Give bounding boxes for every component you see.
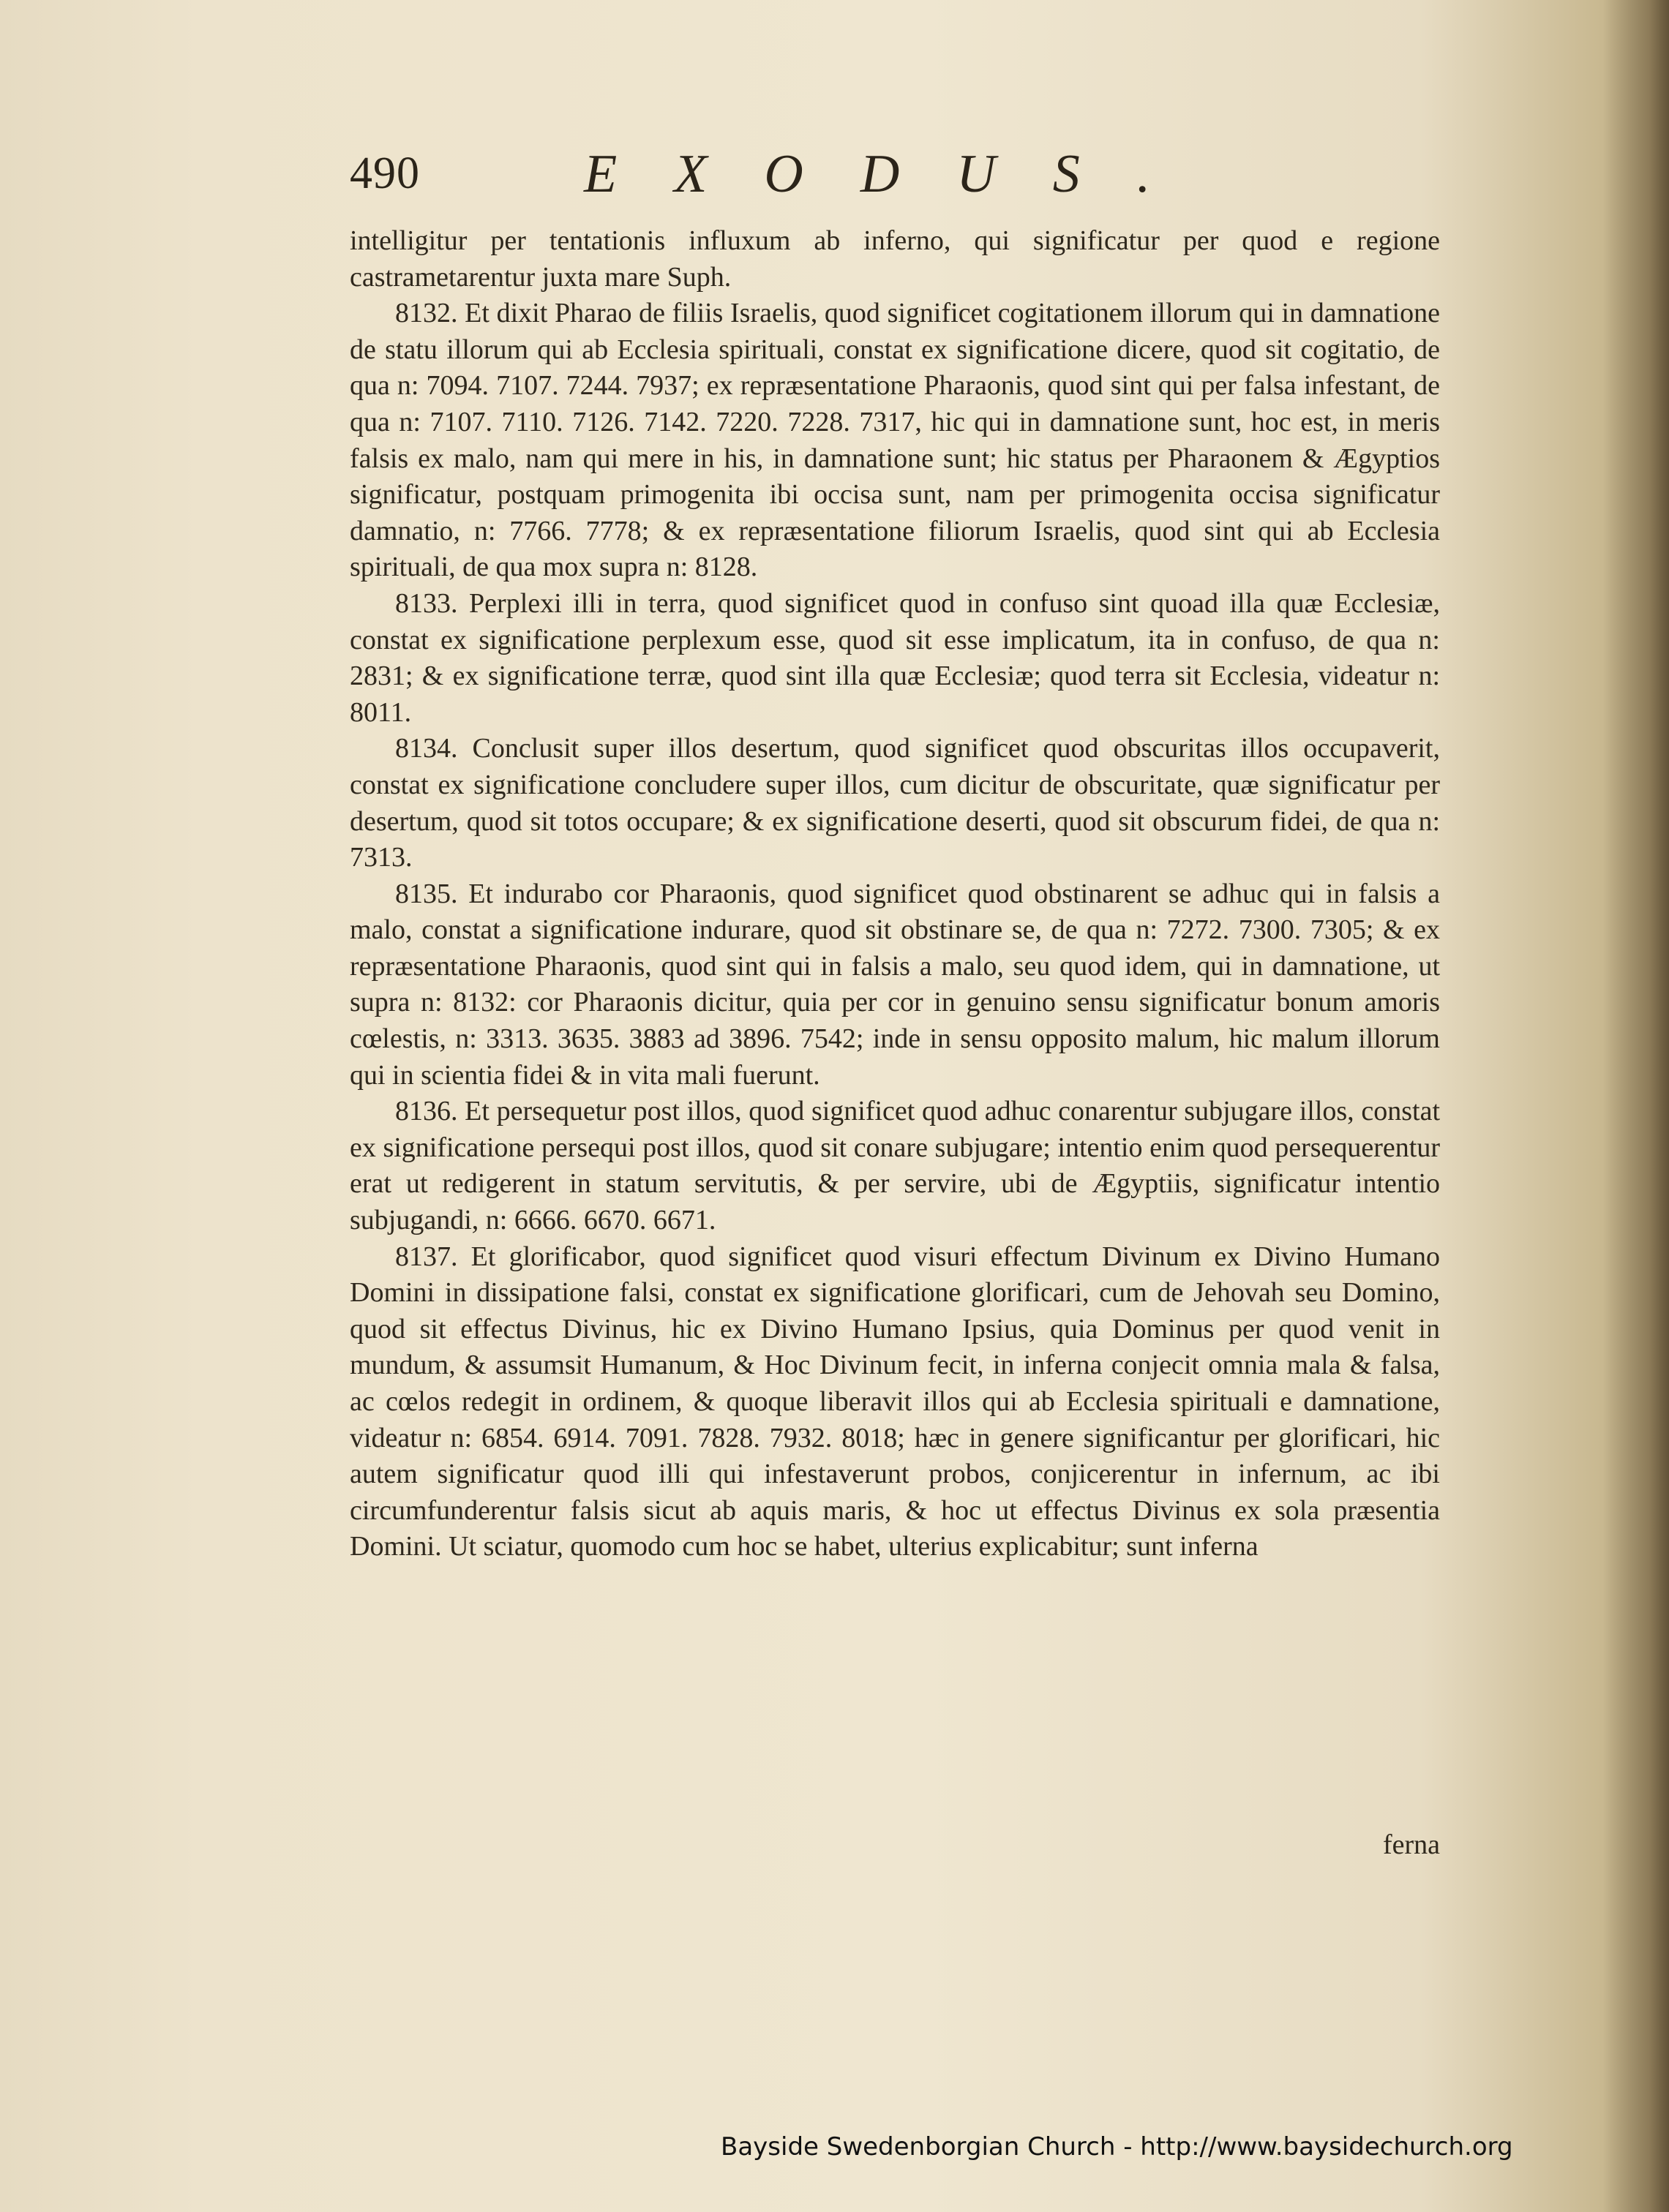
paragraph-8134: 8134. Conclusit super illos desertum, quod significet quod obscuritas illos occupaverit, constat ex significatione concludere super illos, cum dicitur de obscuritate, quæ significatur per desertum, quod sit totos occupare; & ex significatione deserti, quod sit obscurum fidei, de qua n: 7313. <box>350 733 1440 873</box>
paragraph-8132: 8132. Et dixit Pharao de filiis Israelis, quod significet cogitationem illorum qui in damnatione de statu illorum qui ab Ecclesia spirituali, constat ex significatione dicere, quod sit cogitatio, de qua n: 7094. 7107. 7244. 7937; ex repræsentatione Pharaonis, quod sint qui per falsa infestant, de qua n: 7107. 7110. 7126. 7142. 7220. 7228. 7317, hic qui in damnatione sunt, hoc est, in meris falsis ex malo, nam qui mere in his, in damnatione sunt; hic status per Pharaonem & Ægyptios significatur, postquam primogenita ibi occisa sunt, nam per primogenita occisa significatur damnatio, n: 7766. 7778; & ex repræsentatione filiorum Israelis, quod sint qui ab Ecclesia spirituali, de qua mox supra n: 8128. <box>350 298 1440 583</box>
paragraph-8136: 8136. Et persequetur post illos, quod significet quod adhuc conarentur subjugare illos, constat ex significatione persequi post illos, quod sit conare subjugare; intentio enim quod persequerentur erat ut redigerent in statum servitutis, & per servire, ubi de Ægyptiis, significatur intentio subjugandi, n: 6666. 6670. 6671. <box>350 1096 1440 1236</box>
running-title: EXODUS. <box>584 144 1208 204</box>
paragraph-continuation: intelligitur per tentationis influxum ab inferno, qui significatur per quod e regione castrametarentur juxta mare Suph. <box>350 225 1440 293</box>
paragraph-8133: 8133. Perplexi illi in terra, quod significet quod in confuso sint quoad illa quæ Ecclesiæ, constat ex significatione perplexum esse, quod sit esse implicatum, ita in confuso, de qua n: 2831; & ex significatione terræ, quod sint illa quæ Ecclesiæ; quod terra sit Ecclesia, videatur n: 8011. <box>350 587 1440 728</box>
paragraph-8135: 8135. Et indurabo cor Pharaonis, quod significet quod obstinarent se adhuc qui in falsis a malo, constat a significatione indurare, quod sit obstinare se, de qua n: 7272. 7300. 7305; & ex repræsentatione Pharaonis, quod sint qui in falsis a malo, seu quod idem, qui in damnatione, ut supra n: 8132: cor Pharaonis dicitur, quia per cor in genuino sensu significatur bonum amoris cœlestis, n: 3313. 3635. 3883 ad 3896. 7542; inde in sensu opposito malum, hic malum illorum qui in scientia fidei & in vita mali fuerunt. <box>350 878 1440 1091</box>
watermark-caption: Bayside Swedenborgian Church - http://www.baysidechurch.org <box>721 2132 1513 2162</box>
page-number: 490 <box>350 148 420 198</box>
paragraph-8137: 8137. Et glorificabor, quod significet quod visuri effectum Divinum ex Divino Humano Domini in dissipatione falsi, constat ex significatione glorificari, cum de Jehovah seu Domino, quod sit effectus Divinus, hic ex Divino Humano Ipsius, quia Dominus per quod venit in mundum, & assumsit Humanum, & Hoc Divinum fecit, in inferna conjecit omnia mala & falsa, ac cœlos redegit in ordinem, & quoque liberavit illos qui ab Ecclesia spirituali e damnatione, videatur n: 6854. 6914. 7091. 7828. 7932. 8018; hæc in genere significantur per glorificari, hic autem significatur quod illi qui infestaverunt probos, conjicerentur in infernum, ac ibi circumfunderentur falsis sicut ab aquis maris, & hoc ut effectus Divinus ex sola præsentia Domini. Ut sciatur, quomodo cum hoc se habet, ulterius explicabitur; sunt inferna <box>350 1241 1440 1562</box>
body-text <box>350 223 1440 1565</box>
catchword: ferna <box>1382 1829 1440 1860</box>
page-edge-shadow <box>1603 0 1669 2212</box>
page-header <box>350 143 1440 224</box>
